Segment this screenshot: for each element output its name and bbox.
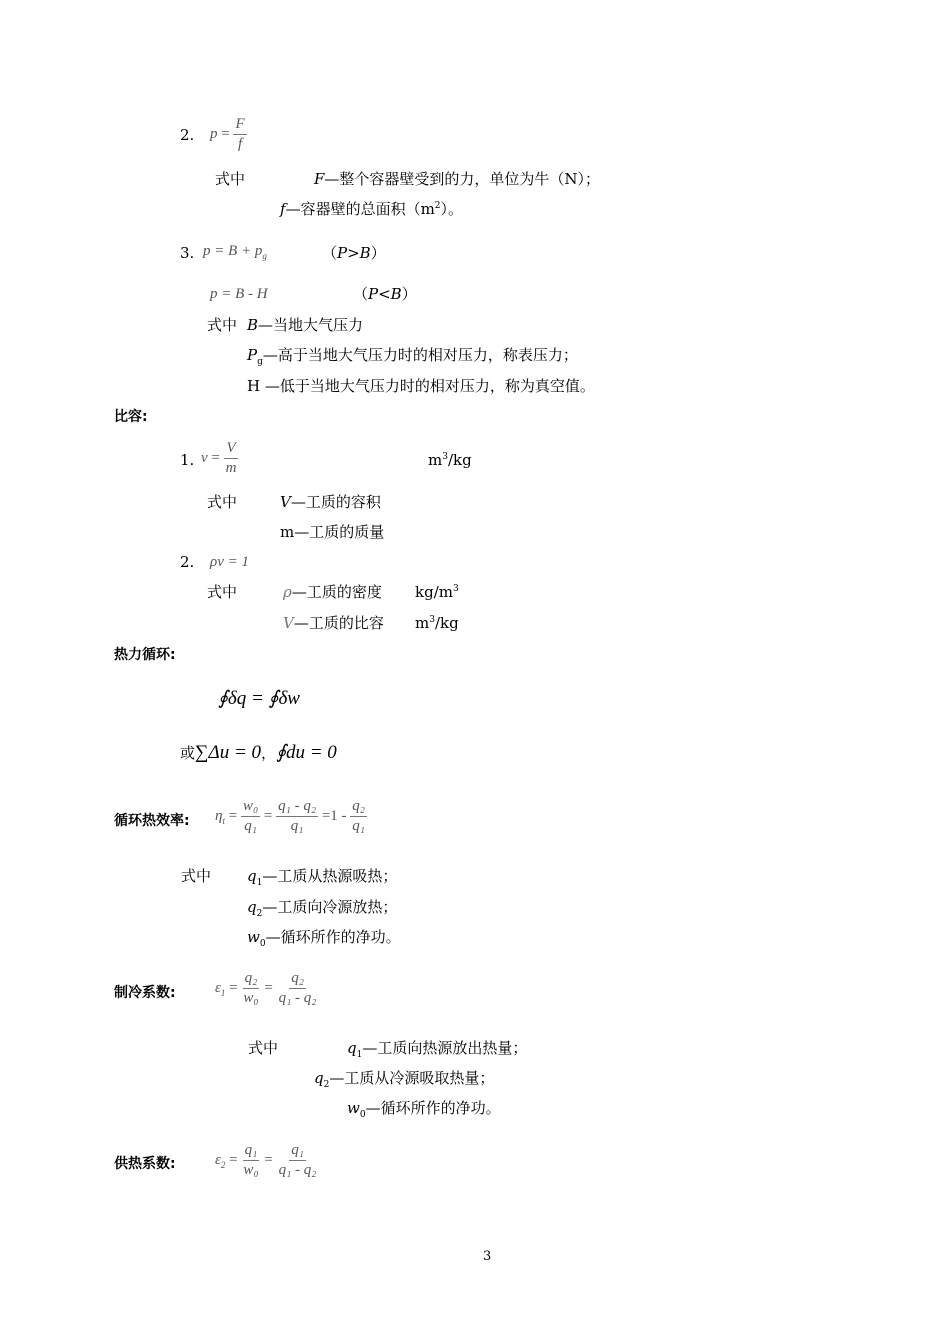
pressure-item2-number: 2. (180, 126, 195, 144)
gauge-definition: $P_g—$高于当地大气压力时的相对压力，称表压力； (247, 346, 578, 367)
force-definition: F—整个容器壁受到的力，单位为牛（N）； (314, 170, 601, 188)
atmospheric-definition: B—当地大气压力 (247, 316, 364, 334)
efficiency-heading: 循环热效率: (114, 813, 190, 829)
where-label: 式中 (248, 1039, 279, 1057)
condition-p-gt-b: （P>B） (322, 244, 386, 262)
vacuum-pressure-formula: p = B - H (210, 286, 268, 302)
where-label: 式中 (215, 170, 246, 188)
refrigeration-fraction-2: $\frac{\text{q₂}}{\text{q₁ - q₂}}$ (278, 970, 317, 1006)
heating-heading: 供热系数: (114, 1156, 176, 1172)
cycle-alt-equation: 或∑Δu = 0，∮du = 0 (180, 742, 337, 763)
q1-definition: $q_1—$工质从热源吸热； (247, 867, 398, 888)
where-label: 式中 (181, 867, 212, 885)
where-label: 式中 (207, 493, 238, 511)
heating-formula: $\varepsilon_2$ = $\frac{\text{q₁}}{\text{w₀}}$ = $\frac{\text{q₁}}{\text{q₁ - q₂}}$ (215, 1142, 317, 1178)
pressure-formula-2: p = $\frac{F}{f}$ (210, 116, 245, 152)
specific-volume-formula: v = $\frac{V}{m}$ (201, 440, 237, 476)
heating-fraction-2: $\frac{\text{q₁}}{\text{q₁ - q₂}}$ (278, 1142, 317, 1178)
force-area-fraction: $\frac{F}{f}$ (235, 116, 245, 152)
refrigeration-q2-definition: $q_2—$工质从冷源吸取热量； (314, 1069, 495, 1090)
cycle-integral-equation: ∮δq = ∮δw (218, 688, 300, 709)
mass-definition: m—工质的质量 (280, 523, 385, 541)
q2-definition: $q_2—$工质向冷源放热； (247, 898, 398, 919)
vacuum-definition: H —低于当地大气压力时的相对压力，称为真空值。 (247, 377, 595, 395)
work-heat-fraction: $\frac{\text{w₀}}{\text{q₁}}$ (242, 798, 259, 834)
density-volume-formula: ρv = 1 (210, 554, 249, 570)
specific-volume-definition: V—工质的比容 (283, 614, 384, 632)
specific-volume-unit-2: $m^3/kg$ (415, 614, 459, 632)
where-label: 式中 (207, 316, 238, 334)
gauge-pressure-formula: $p = B + p_g$ (203, 243, 267, 261)
page-number: 3 (483, 1249, 492, 1264)
heat-difference-fraction: $\frac{\text{q₁ - q₂}}{\text{q₁}}$ (278, 798, 317, 834)
specific-volume-item1-number: 1. (180, 451, 195, 469)
w0-definition: $w_0—$循环所作的净功。 (247, 928, 401, 949)
volume-mass-fraction: $\frac{V}{m}$ (225, 440, 237, 476)
refrigeration-fraction-1: $\frac{\text{q₂}}{\text{w₀}}$ (243, 970, 259, 1006)
density-unit: $kg/m^3$ (415, 583, 459, 601)
pressure-symbol: p (210, 125, 218, 142)
condition-p-lt-b: （P<B） (353, 285, 417, 303)
refrigeration-w0-definition: $w_0—$循环所作的净功。 (347, 1099, 501, 1120)
heating-fraction-1: $\frac{\text{q₁}}{\text{w₀}}$ (243, 1142, 259, 1178)
cycle-heading: 热力循环: (114, 647, 176, 663)
where-label: 式中 (207, 583, 238, 601)
refrigeration-q1-definition: $q_1—$工质向热源放出热量； (347, 1039, 528, 1060)
pressure-item3-number: 3. (180, 244, 195, 262)
volume-definition: V—工质的容积 (280, 493, 381, 511)
refrigeration-formula: $\varepsilon_1$ = $\frac{\text{q₂}}{\text{w₀}}$ = $\frac{\text{q₂}}{\text{q₁ - q₂}}$ (215, 970, 317, 1006)
specific-volume-item2-number: 2. (180, 553, 195, 571)
density-definition: ρ—工质的密度 (283, 583, 382, 601)
specific-volume-heading: 比容: (114, 409, 148, 425)
area-definition: f—容器壁的总面积$(m^2)$。 (280, 200, 464, 218)
refrigeration-heading: 制冷系数: (114, 985, 176, 1001)
specific-volume-unit: $m^3/kg$ (428, 451, 472, 469)
heat-ratio-fraction: $\frac{\text{q₂}}{\text{q₁}}$ (352, 798, 366, 834)
efficiency-formula: $\eta_t$ = $\frac{\text{w₀}}{\text{q₁}}$ = $\frac{\text{q₁ - q₂}}{\text{q₁}}$ =1 - $\frac{\text{q₂}}{\text{q₁}}$ (215, 798, 366, 834)
